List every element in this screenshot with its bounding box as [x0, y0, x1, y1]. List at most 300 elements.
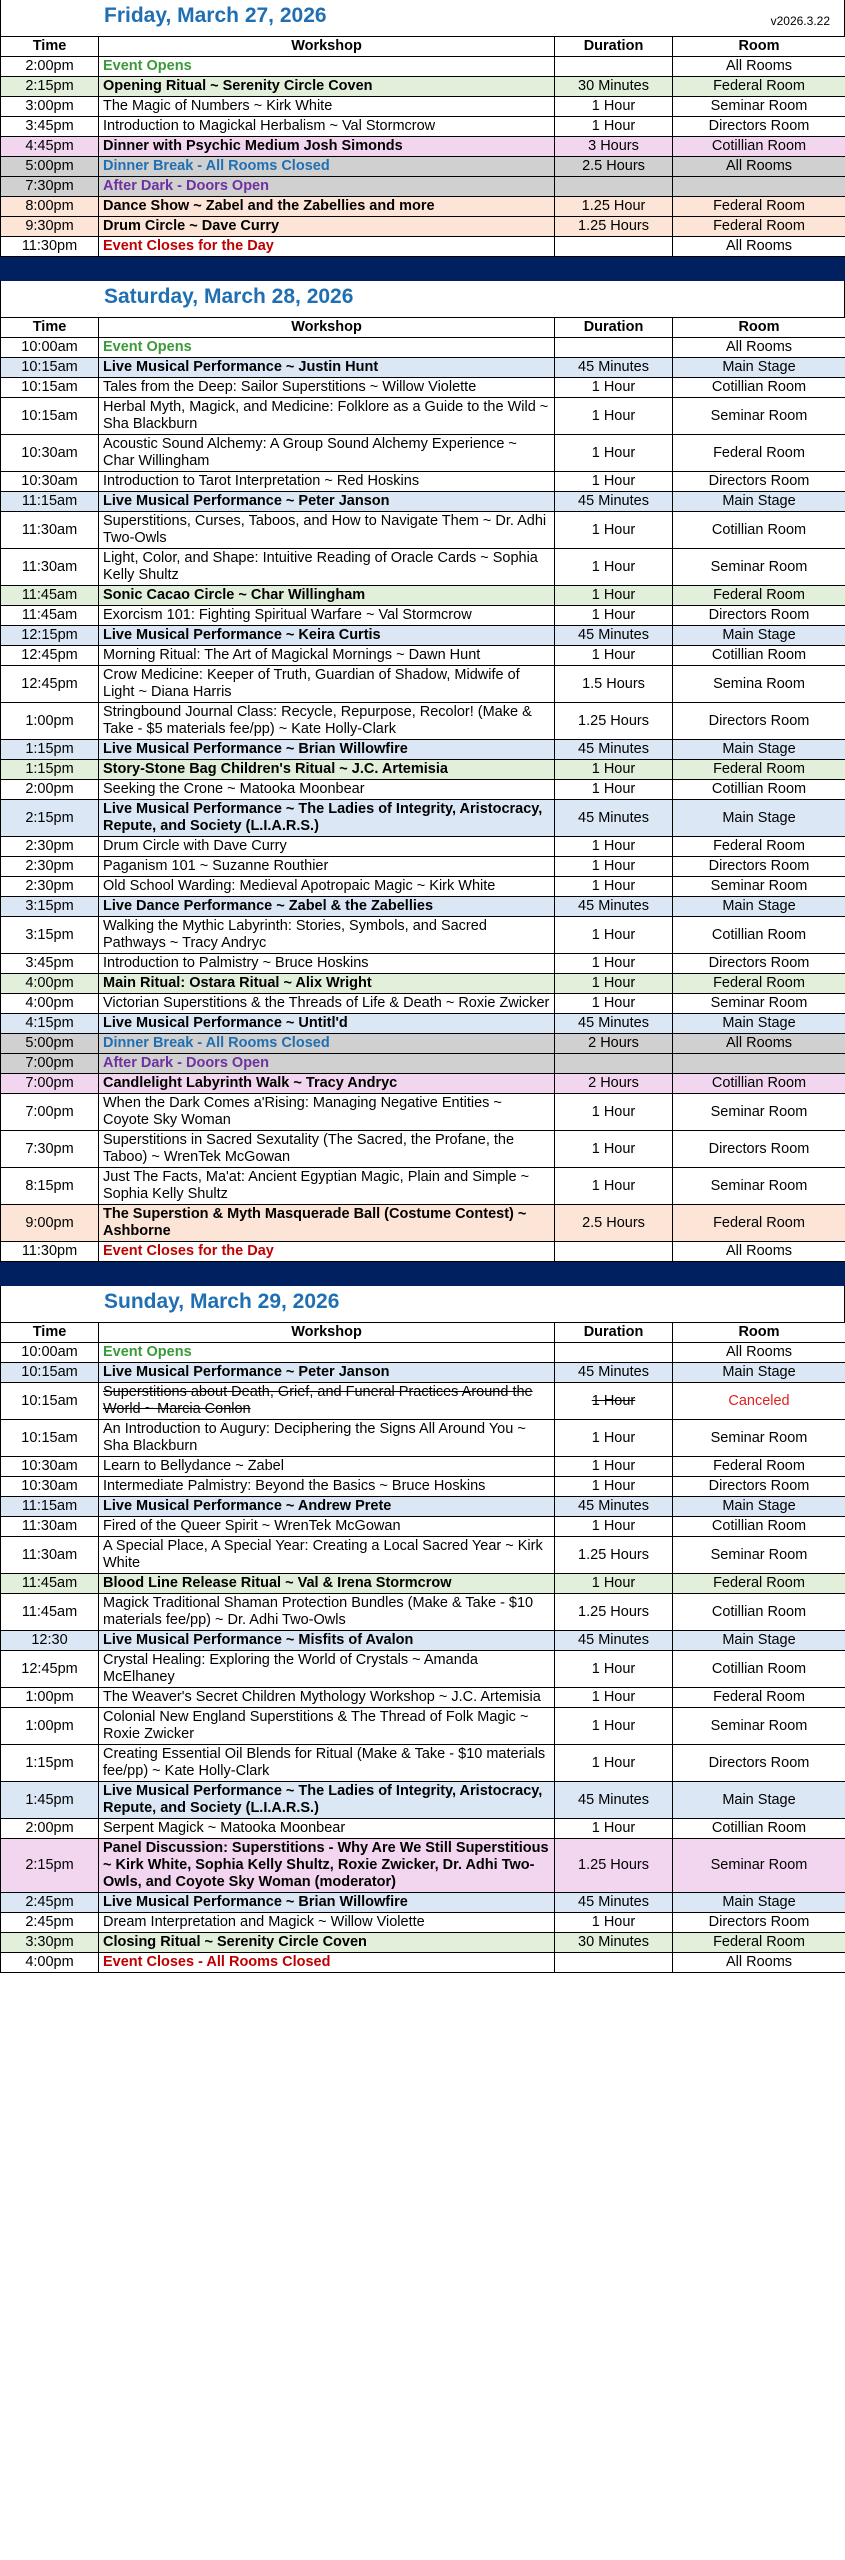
room-cell: Cotillian Room: [673, 137, 845, 157]
duration-cell: 1.5 Hours: [555, 666, 673, 703]
duration-cell: 1 Hour: [555, 1457, 673, 1477]
time-cell: 11:30am: [1, 549, 99, 586]
day-table: [0, 36, 845, 257]
duration-cell: 1 Hour: [555, 1688, 673, 1708]
duration-cell: 1 Hour: [555, 1745, 673, 1782]
time-cell: 11:45am: [1, 586, 99, 606]
schedule-row: [1, 1594, 845, 1631]
time-cell: 3:15pm: [1, 917, 99, 954]
time-cell: 11:15am: [1, 492, 99, 512]
workshop-cell: Victorian Superstitions & the Threads of Life & Death ~ Roxie Zwicker: [99, 994, 555, 1014]
duration-cell: 45 Minutes: [555, 1497, 673, 1517]
schedule-row: [1, 837, 845, 857]
room-cell: Main Stage: [673, 1363, 845, 1383]
room-cell: Federal Room: [673, 435, 845, 472]
time-cell: 11:45am: [1, 1594, 99, 1631]
time-cell: 1:00pm: [1, 1708, 99, 1745]
schedule-row: [1, 1517, 845, 1537]
schedule-row: [1, 197, 845, 217]
workshop-cell: After Dark - Doors Open: [99, 177, 555, 197]
time-cell: 10:00am: [1, 1343, 99, 1363]
time-cell: 10:30am: [1, 472, 99, 492]
duration-cell: 1 Hour: [555, 1574, 673, 1594]
time-cell: 7:30pm: [1, 1131, 99, 1168]
time-cell: 11:30am: [1, 512, 99, 549]
schedule-row: [1, 626, 845, 646]
column-header-row: [1, 318, 845, 338]
room-cell: All Rooms: [673, 1034, 845, 1054]
time-cell: 3:45pm: [1, 954, 99, 974]
room-cell: Canceled: [673, 1383, 845, 1420]
duration-cell: 45 Minutes: [555, 1014, 673, 1034]
schedule-row: [1, 1537, 845, 1574]
room-cell: Directors Room: [673, 606, 845, 626]
schedule-row: [1, 780, 845, 800]
duration-cell: 1 Hour: [555, 917, 673, 954]
duration-cell: 1 Hour: [555, 1708, 673, 1745]
duration-cell: 1 Hour: [555, 1383, 673, 1420]
schedule-row: [1, 1074, 845, 1094]
schedule-row: [1, 512, 845, 549]
time-cell: 8:15pm: [1, 1168, 99, 1205]
duration-cell: 45 Minutes: [555, 1363, 673, 1383]
schedule-row: [1, 1913, 845, 1933]
duration-cell: [555, 1054, 673, 1074]
duration-cell: 45 Minutes: [555, 897, 673, 917]
workshop-cell: Event Closes - All Rooms Closed: [99, 1953, 555, 1973]
time-cell: 10:15am: [1, 1420, 99, 1457]
room-cell: Cotillian Room: [673, 1074, 845, 1094]
room-cell: Seminar Room: [673, 97, 845, 117]
schedule-row: [1, 1131, 845, 1168]
duration-cell: 1 Hour: [555, 512, 673, 549]
workshop-cell: Colonial New England Superstitions & The Thread of Folk Magic ~ Roxie Zwicker: [99, 1708, 555, 1745]
time-cell: 11:30am: [1, 1517, 99, 1537]
workshop-cell: Acoustic Sound Alchemy: A Group Sound Alchemy Experience ~ Char Willingham: [99, 435, 555, 472]
time-cell: 12:45pm: [1, 666, 99, 703]
column-header-workshop: Workshop: [99, 37, 555, 57]
schedule-row: [1, 917, 845, 954]
duration-cell: 1 Hour: [555, 1651, 673, 1688]
room-cell: Federal Room: [673, 197, 845, 217]
room-cell: Federal Room: [673, 974, 845, 994]
column-header-time: Time: [1, 37, 99, 57]
workshop-cell: Live Musical Performance ~ Andrew Prete: [99, 1497, 555, 1517]
duration-cell: 1 Hour: [555, 398, 673, 435]
workshop-cell: Drum Circle ~ Dave Curry: [99, 217, 555, 237]
workshop-cell: Event Closes for the Day: [99, 237, 555, 257]
duration-cell: [555, 57, 673, 77]
duration-cell: 1 Hour: [555, 117, 673, 137]
room-cell: Federal Room: [673, 586, 845, 606]
time-cell: 4:00pm: [1, 994, 99, 1014]
workshop-cell: Introduction to Tarot Interpretation ~ Red Hoskins: [99, 472, 555, 492]
room-cell: Federal Room: [673, 1688, 845, 1708]
workshop-cell: Herbal Myth, Magick, and Medicine: Folklore as a Guide to the Wild ~ Sha Blackburn: [99, 398, 555, 435]
column-header-row: [1, 1323, 845, 1343]
time-cell: 10:15am: [1, 1383, 99, 1420]
room-cell: Seminar Room: [673, 549, 845, 586]
time-cell: 1:45pm: [1, 1782, 99, 1819]
schedule-row: [1, 974, 845, 994]
time-cell: 10:00am: [1, 338, 99, 358]
duration-cell: [555, 1343, 673, 1363]
schedule-row: [1, 177, 845, 197]
time-cell: 2:30pm: [1, 857, 99, 877]
time-cell: 11:30am: [1, 1537, 99, 1574]
workshop-cell: When the Dark Comes a'Rising: Managing Negative Entities ~ Coyote Sky Woman: [99, 1094, 555, 1131]
time-cell: 10:30am: [1, 1457, 99, 1477]
duration-cell: 1.25 Hours: [555, 1594, 673, 1631]
schedule-row: [1, 740, 845, 760]
time-cell: 10:15am: [1, 1363, 99, 1383]
room-cell: Directors Room: [673, 1131, 845, 1168]
duration-cell: 2 Hours: [555, 1074, 673, 1094]
time-cell: 10:30am: [1, 1477, 99, 1497]
room-cell: Directors Room: [673, 857, 845, 877]
workshop-cell: Dinner Break - All Rooms Closed: [99, 1034, 555, 1054]
workshop-cell: Seeking the Crone ~ Matooka Moonbear: [99, 780, 555, 800]
time-cell: 5:00pm: [1, 157, 99, 177]
workshop-cell: Introduction to Palmistry ~ Bruce Hoskins: [99, 954, 555, 974]
room-cell: Federal Room: [673, 1205, 845, 1242]
duration-cell: 1 Hour: [555, 1517, 673, 1537]
schedule-row: [1, 1457, 845, 1477]
workshop-cell: Walking the Mythic Labyrinth: Stories, Symbols, and Sacred Pathways ~ Tracy Andryc: [99, 917, 555, 954]
room-cell: Cotillian Room: [673, 780, 845, 800]
schedule-row: [1, 1242, 845, 1262]
schedule-row: [1, 877, 845, 897]
workshop-cell: Closing Ritual ~ Serenity Circle Coven: [99, 1933, 555, 1953]
duration-cell: [555, 177, 673, 197]
schedule-row: [1, 606, 845, 626]
day-header: [0, 281, 845, 317]
workshop-cell: Light, Color, and Shape: Intuitive Reading of Oracle Cards ~ Sophia Kelly Shultz: [99, 549, 555, 586]
time-cell: 10:15am: [1, 358, 99, 378]
workshop-cell: Just The Facts, Ma'at: Ancient Egyptian Magic, Plain and Simple ~ Sophia Kelly Shultz: [99, 1168, 555, 1205]
time-cell: 1:15pm: [1, 740, 99, 760]
room-cell: Cotillian Room: [673, 1819, 845, 1839]
day-header: [0, 0, 845, 36]
time-cell: 1:00pm: [1, 703, 99, 740]
duration-cell: 3 Hours: [555, 137, 673, 157]
time-cell: 2:00pm: [1, 57, 99, 77]
room-cell: Seminar Room: [673, 1839, 845, 1893]
time-cell: 12:45pm: [1, 1651, 99, 1688]
time-cell: 8:00pm: [1, 197, 99, 217]
workshop-cell: Opening Ritual ~ Serenity Circle Coven: [99, 77, 555, 97]
schedule-row: [1, 1054, 845, 1074]
schedule-row: [1, 1933, 845, 1953]
schedule-row: [1, 1953, 845, 1973]
room-cell: Seminar Room: [673, 1420, 845, 1457]
workshop-cell: Event Closes for the Day: [99, 1242, 555, 1262]
time-cell: 2:15pm: [1, 77, 99, 97]
workshop-cell: Crystal Healing: Exploring the World of Crystals ~ Amanda McElhaney: [99, 1651, 555, 1688]
workshop-cell: Drum Circle with Dave Curry: [99, 837, 555, 857]
schedule-row: [1, 492, 845, 512]
schedule-row: [1, 1363, 845, 1383]
room-cell: Cotillian Room: [673, 917, 845, 954]
schedule-row: [1, 1574, 845, 1594]
schedule-row: [1, 703, 845, 740]
duration-cell: 1 Hour: [555, 606, 673, 626]
duration-cell: 1.25 Hours: [555, 1839, 673, 1893]
time-cell: 3:00pm: [1, 97, 99, 117]
schedule-row: [1, 897, 845, 917]
schedule-row: [1, 586, 845, 606]
room-cell: All Rooms: [673, 57, 845, 77]
time-cell: 7:00pm: [1, 1054, 99, 1074]
time-cell: 9:00pm: [1, 1205, 99, 1242]
schedule-row: [1, 237, 845, 257]
schedule-row: [1, 646, 845, 666]
duration-cell: 45 Minutes: [555, 1631, 673, 1651]
schedule-row: [1, 1205, 845, 1242]
room-cell: Federal Room: [673, 1457, 845, 1477]
schedule-row: [1, 1708, 845, 1745]
time-cell: 7:30pm: [1, 177, 99, 197]
room-cell: Main Stage: [673, 800, 845, 837]
duration-cell: 1 Hour: [555, 378, 673, 398]
day-separator: [0, 1262, 845, 1286]
room-cell: Semina Room: [673, 666, 845, 703]
time-cell: 5:00pm: [1, 1034, 99, 1054]
room-cell: All Rooms: [673, 157, 845, 177]
time-cell: 1:15pm: [1, 1745, 99, 1782]
workshop-cell: Live Musical Performance ~ Untitl'd: [99, 1014, 555, 1034]
room-cell: Seminar Room: [673, 1708, 845, 1745]
duration-cell: 1 Hour: [555, 1131, 673, 1168]
schedule-row: [1, 398, 845, 435]
time-cell: 10:15am: [1, 398, 99, 435]
duration-cell: 1 Hour: [555, 1477, 673, 1497]
schedule-row: [1, 358, 845, 378]
workshop-cell: Fired of the Queer Spirit ~ WrenTek McGowan: [99, 1517, 555, 1537]
duration-cell: 1 Hour: [555, 586, 673, 606]
schedule-row: [1, 217, 845, 237]
schedule-row: [1, 1688, 845, 1708]
duration-cell: 1 Hour: [555, 549, 673, 586]
time-cell: 2:00pm: [1, 1819, 99, 1839]
room-cell: Main Stage: [673, 626, 845, 646]
duration-cell: 1 Hour: [555, 1913, 673, 1933]
time-cell: 7:00pm: [1, 1094, 99, 1131]
schedule-row: [1, 760, 845, 780]
schedule-row: [1, 1168, 845, 1205]
duration-cell: 45 Minutes: [555, 358, 673, 378]
room-cell: Cotillian Room: [673, 1594, 845, 1631]
workshop-cell: Blood Line Release Ritual ~ Val & Irena Stormcrow: [99, 1574, 555, 1594]
room-cell: Directors Room: [673, 472, 845, 492]
duration-cell: 1.25 Hours: [555, 217, 673, 237]
workshop-cell: Magick Traditional Shaman Protection Bundles (Make & Take - $10 materials fee/pp) ~ Dr. Adhi Two-Owls: [99, 1594, 555, 1631]
duration-cell: [555, 1242, 673, 1262]
schedule-row: [1, 1034, 845, 1054]
workshop-cell: Event Opens: [99, 338, 555, 358]
schedule-row: [1, 800, 845, 837]
column-header-duration: Duration: [555, 1323, 673, 1343]
workshop-cell: Paganism 101 ~ Suzanne Routhier: [99, 857, 555, 877]
duration-cell: 1 Hour: [555, 877, 673, 897]
room-cell: Main Stage: [673, 492, 845, 512]
room-cell: Main Stage: [673, 1497, 845, 1517]
schedule-row: [1, 1819, 845, 1839]
time-cell: 2:15pm: [1, 800, 99, 837]
workshop-cell: Live Dance Performance ~ Zabel & the Zabellies: [99, 897, 555, 917]
day-title: Saturday, March 28, 2026: [104, 285, 354, 308]
duration-cell: 45 Minutes: [555, 492, 673, 512]
workshop-cell: Event Opens: [99, 1343, 555, 1363]
workshop-cell: Live Musical Performance ~ Brian Willowfire: [99, 740, 555, 760]
room-cell: All Rooms: [673, 237, 845, 257]
room-cell: Main Stage: [673, 740, 845, 760]
room-cell: Seminar Room: [673, 1094, 845, 1131]
workshop-cell: Live Musical Performance ~ Misfits of Avalon: [99, 1631, 555, 1651]
workshop-cell: Exorcism 101: Fighting Spiritual Warfare ~ Val Stormcrow: [99, 606, 555, 626]
duration-cell: 1 Hour: [555, 472, 673, 492]
duration-cell: 30 Minutes: [555, 1933, 673, 1953]
time-cell: 2:00pm: [1, 780, 99, 800]
schedule-row: [1, 549, 845, 586]
room-cell: Directors Room: [673, 1477, 845, 1497]
column-header-room: Room: [673, 37, 845, 57]
column-header-workshop: Workshop: [99, 1323, 555, 1343]
day-table: [0, 317, 845, 1262]
duration-cell: 2.5 Hours: [555, 157, 673, 177]
column-header-row: [1, 37, 845, 57]
schedule-row: [1, 1094, 845, 1131]
room-cell: Main Stage: [673, 358, 845, 378]
workshop-cell: A Special Place, A Special Year: Creating a Local Sacred Year ~ Kirk White: [99, 1537, 555, 1574]
room-cell: Cotillian Room: [673, 378, 845, 398]
room-cell: Seminar Room: [673, 994, 845, 1014]
time-cell: 2:45pm: [1, 1893, 99, 1913]
time-cell: 1:15pm: [1, 760, 99, 780]
duration-cell: 45 Minutes: [555, 1893, 673, 1913]
column-header-time: Time: [1, 1323, 99, 1343]
time-cell: 2:45pm: [1, 1913, 99, 1933]
workshop-cell: Learn to Bellydance ~ Zabel: [99, 1457, 555, 1477]
room-cell: Directors Room: [673, 1913, 845, 1933]
schedule-row: [1, 117, 845, 137]
duration-cell: 1 Hour: [555, 974, 673, 994]
room-cell: Federal Room: [673, 1574, 845, 1594]
workshop-cell: Dance Show ~ Zabel and the Zabellies and more: [99, 197, 555, 217]
workshop-cell: Story-Stone Bag Children's Ritual ~ J.C. Artemisia: [99, 760, 555, 780]
duration-cell: 1 Hour: [555, 646, 673, 666]
column-header-room: Room: [673, 1323, 845, 1343]
schedule-row: [1, 1782, 845, 1819]
room-cell: Federal Room: [673, 760, 845, 780]
workshop-cell: Tales from the Deep: Sailor Superstitions ~ Willow Violette: [99, 378, 555, 398]
workshop-cell: Old School Warding: Medieval Apotropaic Magic ~ Kirk White: [99, 877, 555, 897]
time-cell: 4:45pm: [1, 137, 99, 157]
schedule-row: [1, 97, 845, 117]
workshop-cell: Live Musical Performance ~ Peter Janson: [99, 492, 555, 512]
room-cell: Seminar Room: [673, 398, 845, 435]
duration-cell: 45 Minutes: [555, 1782, 673, 1819]
workshop-cell: Candlelight Labyrinth Walk ~ Tracy Andryc: [99, 1074, 555, 1094]
schedule-row: [1, 137, 845, 157]
workshop-cell: Live Musical Performance ~ The Ladies of Integrity, Aristocracy, Repute, and Society (L.I.A.R.S.): [99, 1782, 555, 1819]
room-cell: Federal Room: [673, 217, 845, 237]
room-cell: Cotillian Room: [673, 1651, 845, 1688]
column-header-duration: Duration: [555, 37, 673, 57]
schedule-row: [1, 338, 845, 358]
workshop-cell: Dinner Break - All Rooms Closed: [99, 157, 555, 177]
time-cell: 3:45pm: [1, 117, 99, 137]
room-cell: Cotillian Room: [673, 646, 845, 666]
column-header-duration: Duration: [555, 318, 673, 338]
time-cell: 4:00pm: [1, 974, 99, 994]
duration-cell: 45 Minutes: [555, 800, 673, 837]
room-cell: All Rooms: [673, 338, 845, 358]
duration-cell: 45 Minutes: [555, 626, 673, 646]
workshop-cell: Stringbound Journal Class: Recycle, Repurpose, Recolor! (Make & Take - $5 materials fee/pp) ~ Kate Holly-Clark: [99, 703, 555, 740]
room-cell: Main Stage: [673, 897, 845, 917]
workshop-cell: Introduction to Magickal Herbalism ~ Val Stormcrow: [99, 117, 555, 137]
time-cell: 11:45am: [1, 606, 99, 626]
schedule-row: [1, 378, 845, 398]
time-cell: 11:45am: [1, 1574, 99, 1594]
time-cell: 7:00pm: [1, 1074, 99, 1094]
workshop-cell: Live Musical Performance ~ Brian Willowfire: [99, 1893, 555, 1913]
time-cell: 3:30pm: [1, 1933, 99, 1953]
column-header-workshop: Workshop: [99, 318, 555, 338]
day-title: Friday, March 27, 2026: [104, 4, 327, 27]
room-cell: Federal Room: [673, 77, 845, 97]
schedule-row: [1, 77, 845, 97]
workshop-cell: The Magic of Numbers ~ Kirk White: [99, 97, 555, 117]
room-cell: [673, 1054, 845, 1074]
workshop-cell: Superstitions in Sacred Sexutality (The Sacred, the Profane, the Taboo) ~ WrenTek McGowan: [99, 1131, 555, 1168]
room-cell: Seminar Room: [673, 877, 845, 897]
schedule-row: [1, 954, 845, 974]
room-cell: Main Stage: [673, 1631, 845, 1651]
duration-cell: 1 Hour: [555, 954, 673, 974]
schedule-row: [1, 666, 845, 703]
day-separator: [0, 257, 845, 281]
workshop-cell: Superstitions about Death, Grief, and Funeral Practices Around the World ~ Marcia Conlon: [99, 1383, 555, 1420]
room-cell: Main Stage: [673, 1782, 845, 1819]
schedule-row: [1, 57, 845, 77]
time-cell: 12:45pm: [1, 646, 99, 666]
time-cell: 9:30pm: [1, 217, 99, 237]
duration-cell: 1 Hour: [555, 857, 673, 877]
schedule-row: [1, 435, 845, 472]
workshop-cell: Serpent Magick ~ Matooka Moonbear: [99, 1819, 555, 1839]
time-cell: 1:00pm: [1, 1688, 99, 1708]
room-cell: Directors Room: [673, 1745, 845, 1782]
duration-cell: 1.25 Hours: [555, 1537, 673, 1574]
time-cell: 10:15am: [1, 378, 99, 398]
time-cell: 12:15pm: [1, 626, 99, 646]
workshop-cell: Live Musical Performance ~ Keira Curtis: [99, 626, 555, 646]
room-cell: Seminar Room: [673, 1537, 845, 1574]
duration-cell: [555, 237, 673, 257]
duration-cell: 1 Hour: [555, 1420, 673, 1457]
schedule-row: [1, 1631, 845, 1651]
duration-cell: 1 Hour: [555, 1168, 673, 1205]
day-title: Sunday, March 29, 2026: [104, 1290, 340, 1313]
duration-cell: 1 Hour: [555, 1094, 673, 1131]
room-cell: All Rooms: [673, 1953, 845, 1973]
room-cell: Directors Room: [673, 703, 845, 740]
workshop-cell: Event Opens: [99, 57, 555, 77]
time-cell: 2:15pm: [1, 1839, 99, 1893]
day-table: [0, 1322, 845, 1973]
